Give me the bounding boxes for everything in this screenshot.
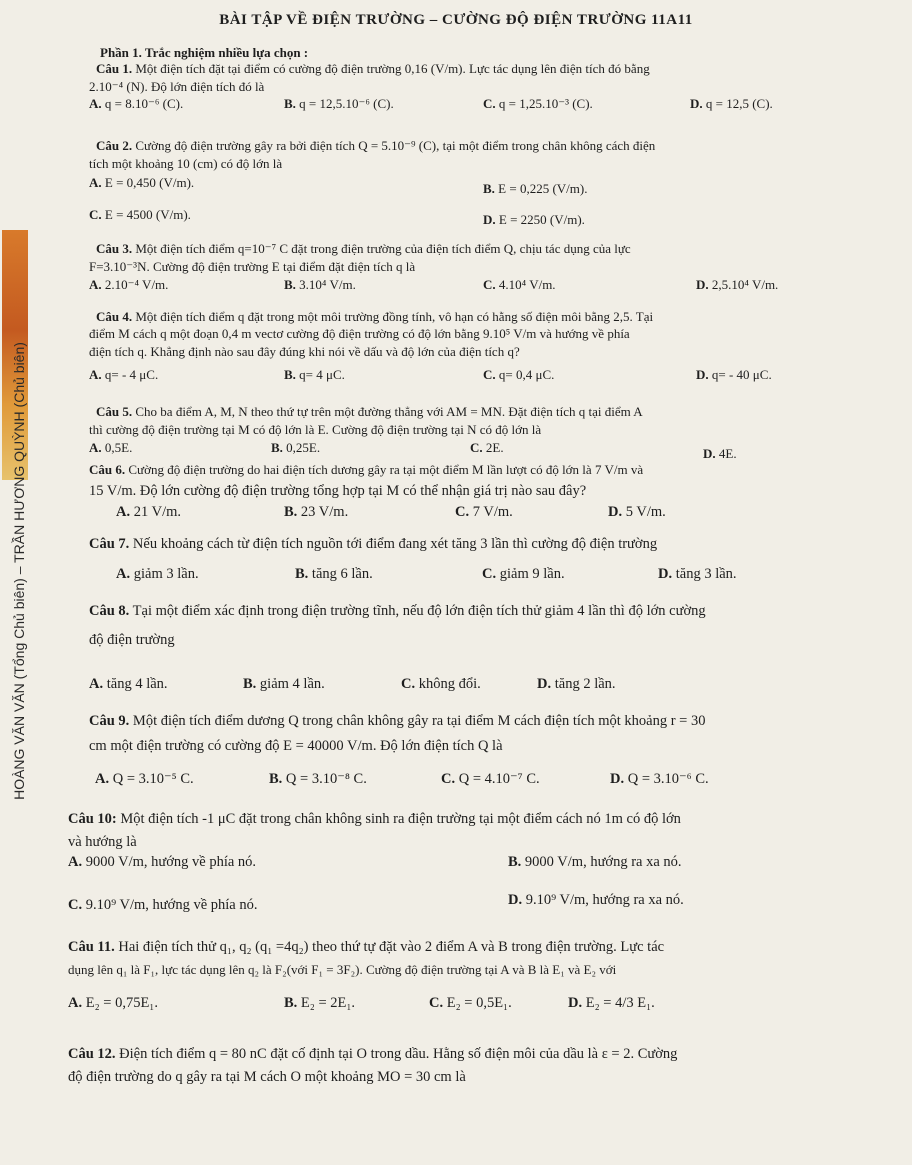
q8-line1 bbox=[89, 603, 706, 620]
opt-label-c: C. bbox=[483, 277, 496, 292]
q3-line1 bbox=[96, 241, 631, 257]
opt-label-c: C. bbox=[89, 207, 102, 222]
q8-option-d bbox=[537, 676, 616, 693]
opt-label-d: D. bbox=[537, 676, 552, 692]
q6-c: 7 V/m. bbox=[472, 504, 513, 520]
opt-label-c: C. bbox=[483, 367, 496, 382]
q9-a: Q = 3.10⁻⁵ C. bbox=[112, 771, 194, 787]
opt-label-d: D. bbox=[610, 771, 625, 787]
q9-d: Q = 3.10⁻⁶ C. bbox=[627, 771, 709, 787]
q7-text1: Nếu khoảng cách từ điện tích nguồn tới điểm đang xét tăng 3 lần thì cường độ điện trường bbox=[132, 536, 658, 552]
q4-option-a bbox=[89, 367, 158, 383]
opt-label-d: D. bbox=[608, 504, 623, 520]
opt-label-a: A. bbox=[89, 676, 104, 692]
opt-label-c: C. bbox=[429, 995, 444, 1011]
q8-option-a bbox=[89, 676, 168, 693]
opt-label-d: D. bbox=[696, 277, 709, 292]
q4-c: q= 0,4 μC. bbox=[498, 367, 555, 382]
q5-d: 4E. bbox=[718, 446, 737, 461]
q11-text1: Hai điện tích thử q₁, q₂ (q₁ =4q₂) theo thứ tự đặt vào 2 điểm A và B trong điện trường. Lực tác bbox=[118, 939, 665, 955]
q3-text2: F=3.10⁻³N. Cường độ điện trường E tại điểm đặt điện tích q là bbox=[89, 259, 416, 274]
q8-d: tăng 2 lần. bbox=[554, 676, 616, 692]
q10-d: 9.10⁹ V/m, hướng ra xa nó. bbox=[525, 892, 684, 908]
q1-text1: Một điện tích đặt tại điểm có cường độ điện trường 0,16 (V/m). Lực tác dụng lên điện tích đó bằng bbox=[135, 61, 650, 76]
side-margin bbox=[2, 230, 28, 950]
q2-text1: Cường độ điện trường gây ra bởi điện tích Q = 5.10⁻⁹ (C), tại một điểm trong chân không cách điện bbox=[135, 138, 656, 153]
q5-option-a bbox=[89, 440, 132, 456]
q2-text2: tích một khoảng 10 (cm) có độ lớn là bbox=[89, 156, 283, 171]
q10-text2: và hướng là bbox=[68, 834, 137, 850]
q6-option-a bbox=[116, 504, 181, 521]
opt-label-b: B. bbox=[284, 995, 298, 1011]
q9-line1 bbox=[89, 713, 706, 730]
q11-d: E₂ = 4/3 E₁. bbox=[585, 995, 655, 1011]
opt-label-d: D. bbox=[508, 892, 523, 908]
q6-line1 bbox=[89, 462, 643, 478]
opt-label-c: C. bbox=[401, 676, 416, 692]
q12-text2: độ điện trường do q gây ra tại M cách O một khoảng MO = 30 cm là bbox=[68, 1069, 466, 1085]
q6-option-b bbox=[284, 504, 348, 521]
q3-option-a bbox=[89, 277, 168, 293]
q2-option-a bbox=[89, 175, 194, 191]
q10-label: Câu 10: bbox=[68, 811, 117, 827]
opt-label-d: D. bbox=[690, 96, 703, 111]
q9-c: Q = 4.10⁻⁷ C. bbox=[458, 771, 540, 787]
opt-label-b: B. bbox=[284, 277, 296, 292]
q2-b: E = 0,225 (V/m). bbox=[498, 181, 588, 196]
q2-option-d bbox=[483, 212, 585, 228]
q1-option-b bbox=[284, 96, 394, 112]
q5-line1 bbox=[96, 404, 643, 420]
opt-label-d: D. bbox=[703, 446, 716, 461]
q2-c: E = 4500 (V/m). bbox=[104, 207, 191, 222]
q8-c: không đổi. bbox=[418, 676, 481, 692]
opt-label-b: B. bbox=[284, 504, 298, 520]
q5-label: Câu 5. bbox=[96, 404, 133, 419]
q7-label: Câu 7. bbox=[89, 536, 130, 552]
opt-label-d: D. bbox=[568, 995, 583, 1011]
q4-line1 bbox=[96, 309, 653, 325]
q9-b: Q = 3.10⁻⁸ C. bbox=[285, 771, 367, 787]
opt-label-c: C. bbox=[470, 440, 483, 455]
q8-option-b bbox=[243, 676, 325, 693]
q10-option-c bbox=[68, 897, 257, 914]
q9-text2: cm một điện trường có cường độ E = 40000 V/m. Độ lớn điện tích Q là bbox=[89, 738, 503, 754]
opt-label-b: B. bbox=[483, 181, 495, 196]
q10-option-a bbox=[68, 854, 256, 871]
opt-label-b: B. bbox=[269, 771, 283, 787]
q4-option-b bbox=[284, 367, 345, 383]
q4-text3: điện tích q. Khẳng định nào sau đây đúng khi nói về dấu và độ lớn của điện tích q? bbox=[89, 344, 520, 359]
opt-label-c: C. bbox=[68, 897, 83, 913]
opt-label-a: A. bbox=[89, 96, 102, 111]
q11-label: Câu 11. bbox=[68, 939, 115, 955]
q4-option-d bbox=[696, 367, 772, 383]
opt-label-b: B. bbox=[295, 566, 309, 582]
q3-text1: Một điện tích điểm q=10⁻⁷ C đặt trong điện trường của điện tích điểm Q, chịu tác dụng của lực bbox=[135, 241, 631, 256]
q4-d: q= - 40 μC. bbox=[711, 367, 772, 382]
q7-line1 bbox=[89, 536, 657, 553]
q3-d: 2,5.10⁴ V/m. bbox=[711, 277, 779, 292]
q4-text2: điểm M cách q một đoạn 0,4 m vectơ cường độ điện trường có độ lớn bằng 9.10⁵ V/m và hướng về phía bbox=[89, 326, 630, 341]
q10-option-d bbox=[508, 892, 684, 909]
q11-c: E₂ = 0,5E₁. bbox=[446, 995, 512, 1011]
q10-b: 9000 V/m, hướng ra xa nó. bbox=[524, 854, 682, 870]
q1-text2: 2.10⁻⁴ (N). Độ lớn điện tích đó là bbox=[89, 79, 265, 94]
q4-option-c bbox=[483, 367, 554, 383]
part-heading: Phần 1. Trắc nghiệm nhiều lựa chọn : bbox=[100, 45, 309, 60]
q5-b: 0,25E. bbox=[286, 440, 321, 455]
opt-label-c: C. bbox=[483, 96, 496, 111]
q8-text2: độ điện trường bbox=[89, 632, 175, 648]
q3-a: 2.10⁻⁴ V/m. bbox=[104, 277, 169, 292]
q3-option-d bbox=[696, 277, 778, 293]
opt-label-a: A. bbox=[68, 995, 83, 1011]
q11-text2: dụng lên q₁ là F₁, lực tác dụng lên q₂ là F₂(với F₁ = 3F₂). Cường độ điện trường tại A và B là E₁ và E₂ với bbox=[68, 962, 617, 977]
q9-option-d bbox=[610, 771, 709, 788]
q10-option-b bbox=[508, 854, 682, 871]
q10-line1 bbox=[68, 811, 681, 828]
q4-b: q= 4 μC. bbox=[299, 367, 345, 382]
q4-text1: Một điện tích điểm q đặt trong một môi trường đồng tính, vô hạn có hằng số điện môi bằng 2,5. Tại bbox=[135, 309, 654, 324]
q6-option-c bbox=[455, 504, 513, 521]
opt-label-c: C. bbox=[441, 771, 456, 787]
q6-option-d bbox=[608, 504, 666, 521]
q12-label: Câu 12. bbox=[68, 1046, 116, 1062]
q7-b: tăng 6 lần. bbox=[311, 566, 373, 582]
q11-option-a bbox=[68, 995, 158, 1012]
opt-label-b: B. bbox=[284, 96, 296, 111]
q8-a: tăng 4 lần. bbox=[106, 676, 168, 692]
q11-a: E₂ = 0,75E₁. bbox=[85, 995, 158, 1011]
q6-text1: Cường độ điện trường do hai điện tích dương gây ra tại một điểm M lần lượt có độ lớn là 7 V/m và bbox=[128, 462, 644, 477]
q9-option-a bbox=[95, 771, 194, 788]
q8-option-c bbox=[401, 676, 481, 693]
q1-option-c bbox=[483, 96, 593, 112]
q3-label: Câu 3. bbox=[96, 241, 133, 256]
q1-d: q = 12,5 (C). bbox=[705, 96, 773, 111]
q7-option-c bbox=[482, 566, 565, 583]
q4-label: Câu 4. bbox=[96, 309, 133, 324]
q1-option-d bbox=[690, 96, 773, 112]
q11-b: E₂ = 2E₁. bbox=[300, 995, 356, 1011]
q1-a: q = 8.10⁻⁶ (C). bbox=[104, 96, 184, 111]
q3-c: 4.10⁴ V/m. bbox=[498, 277, 556, 292]
q5-option-d bbox=[703, 446, 737, 462]
q7-d: tăng 3 lần. bbox=[675, 566, 737, 582]
q6-text2: 15 V/m. Độ lớn cường độ điện trường tổng hợp tại M có thể nhận giá trị nào sau đây? bbox=[89, 483, 587, 499]
opt-label-c: C. bbox=[482, 566, 497, 582]
q3-b: 3.10⁴ V/m. bbox=[299, 277, 356, 292]
opt-label-a: A. bbox=[89, 440, 102, 455]
q7-option-a bbox=[116, 566, 199, 583]
q9-text1: Một điện tích điểm dương Q trong chân không gây ra tại điểm M cách điện tích một khoảng r = 30 bbox=[132, 713, 706, 729]
q6-a: 21 V/m. bbox=[133, 504, 182, 520]
q3-option-c bbox=[483, 277, 556, 293]
opt-label-b: B. bbox=[243, 676, 257, 692]
q6-b: 23 V/m. bbox=[300, 504, 349, 520]
opt-label-a: A. bbox=[89, 367, 102, 382]
q12-line1 bbox=[68, 1046, 677, 1063]
q10-c: 9.10⁹ V/m, hướng về phía nó. bbox=[85, 897, 258, 913]
opt-label-a: A. bbox=[68, 854, 83, 870]
q6-label: Câu 6. bbox=[89, 462, 126, 477]
q9-option-b bbox=[269, 771, 367, 788]
q1-c: q = 1,25.10⁻³ (C). bbox=[498, 96, 593, 111]
q10-a: 9000 V/m, hướng về phía nó. bbox=[85, 854, 257, 870]
q6-d: 5 V/m. bbox=[625, 504, 666, 520]
q3-option-b bbox=[284, 277, 356, 293]
q11-option-c bbox=[429, 995, 512, 1012]
opt-label-b: B. bbox=[284, 367, 296, 382]
q7-a: giảm 3 lần. bbox=[133, 566, 199, 582]
q2-line1 bbox=[96, 138, 655, 154]
q9-label: Câu 9. bbox=[89, 713, 130, 729]
q12-text1: Điện tích điểm q = 80 nC đặt cố định tại O trong dầu. Hằng số điện môi của dầu là ε = 2. Cường bbox=[119, 1046, 678, 1062]
opt-label-a: A. bbox=[95, 771, 110, 787]
q9-option-c bbox=[441, 771, 540, 788]
q7-c: giảm 9 lần. bbox=[499, 566, 565, 582]
q10-text1: Một điện tích -1 μC đặt trong chân không sinh ra điện trường tại một điểm cách nó 1m có độ lớn bbox=[120, 811, 681, 827]
q5-text2: thì cường độ điện trường tại M có độ lớn là E. Cường độ điện trường tại N có độ lớn là bbox=[89, 422, 542, 437]
q11-option-d bbox=[568, 995, 655, 1012]
q11-option-b bbox=[284, 995, 355, 1012]
q2-label: Câu 2. bbox=[96, 138, 133, 153]
side-author-text: HOÀNG VĂN VĂN (Tổng Chủ biên) – TRẦN HƯƠNG QUỲNH (Chủ biên) bbox=[11, 342, 27, 800]
q5-option-b bbox=[271, 440, 320, 456]
q1-option-a bbox=[89, 96, 183, 112]
opt-label-c: C. bbox=[455, 504, 470, 520]
q5-text1: Cho ba điểm A, M, N theo thứ tự trên một đường thẳng với AM = MN. Đặt điện tích q tại điểm A bbox=[135, 404, 643, 419]
opt-label-d: D. bbox=[696, 367, 709, 382]
q1-line1 bbox=[96, 61, 650, 77]
q2-a: E = 0,450 (V/m). bbox=[104, 175, 195, 190]
q1-b: q = 12,5.10⁻⁶ (C). bbox=[299, 96, 394, 111]
q5-a: 0,5E. bbox=[104, 440, 133, 455]
q2-option-b bbox=[483, 181, 587, 197]
q7-option-d bbox=[658, 566, 737, 583]
q2-option-c bbox=[89, 207, 191, 223]
q5-option-c bbox=[470, 440, 504, 456]
q11-line1 bbox=[68, 939, 664, 956]
q7-option-b bbox=[295, 566, 373, 583]
q8-label: Câu 8. bbox=[89, 603, 130, 619]
q8-b: giảm 4 lần. bbox=[259, 676, 325, 692]
page-title: BÀI TẬP VỀ ĐIỆN TRƯỜNG – CƯỜNG ĐỘ ĐIỆN TRƯỜNG 11A11 bbox=[219, 12, 693, 28]
q2-d: E = 2250 (V/m). bbox=[498, 212, 585, 227]
opt-label-d: D. bbox=[658, 566, 673, 582]
q1-label: Câu 1. bbox=[96, 61, 133, 76]
opt-label-a: A. bbox=[89, 277, 102, 292]
opt-label-d: D. bbox=[483, 212, 496, 227]
q4-a: q= - 4 μC. bbox=[104, 367, 159, 382]
q8-text1: Tại một điểm xác định trong điện trường tĩnh, nếu độ lớn điện tích thử giảm 4 lần thì độ lớn cường bbox=[132, 603, 706, 619]
opt-label-a: A. bbox=[116, 504, 131, 520]
opt-label-b: B. bbox=[271, 440, 283, 455]
opt-label-a: A. bbox=[89, 175, 102, 190]
opt-label-a: A. bbox=[116, 566, 131, 582]
opt-label-b: B. bbox=[508, 854, 522, 870]
q5-c: 2E. bbox=[485, 440, 504, 455]
